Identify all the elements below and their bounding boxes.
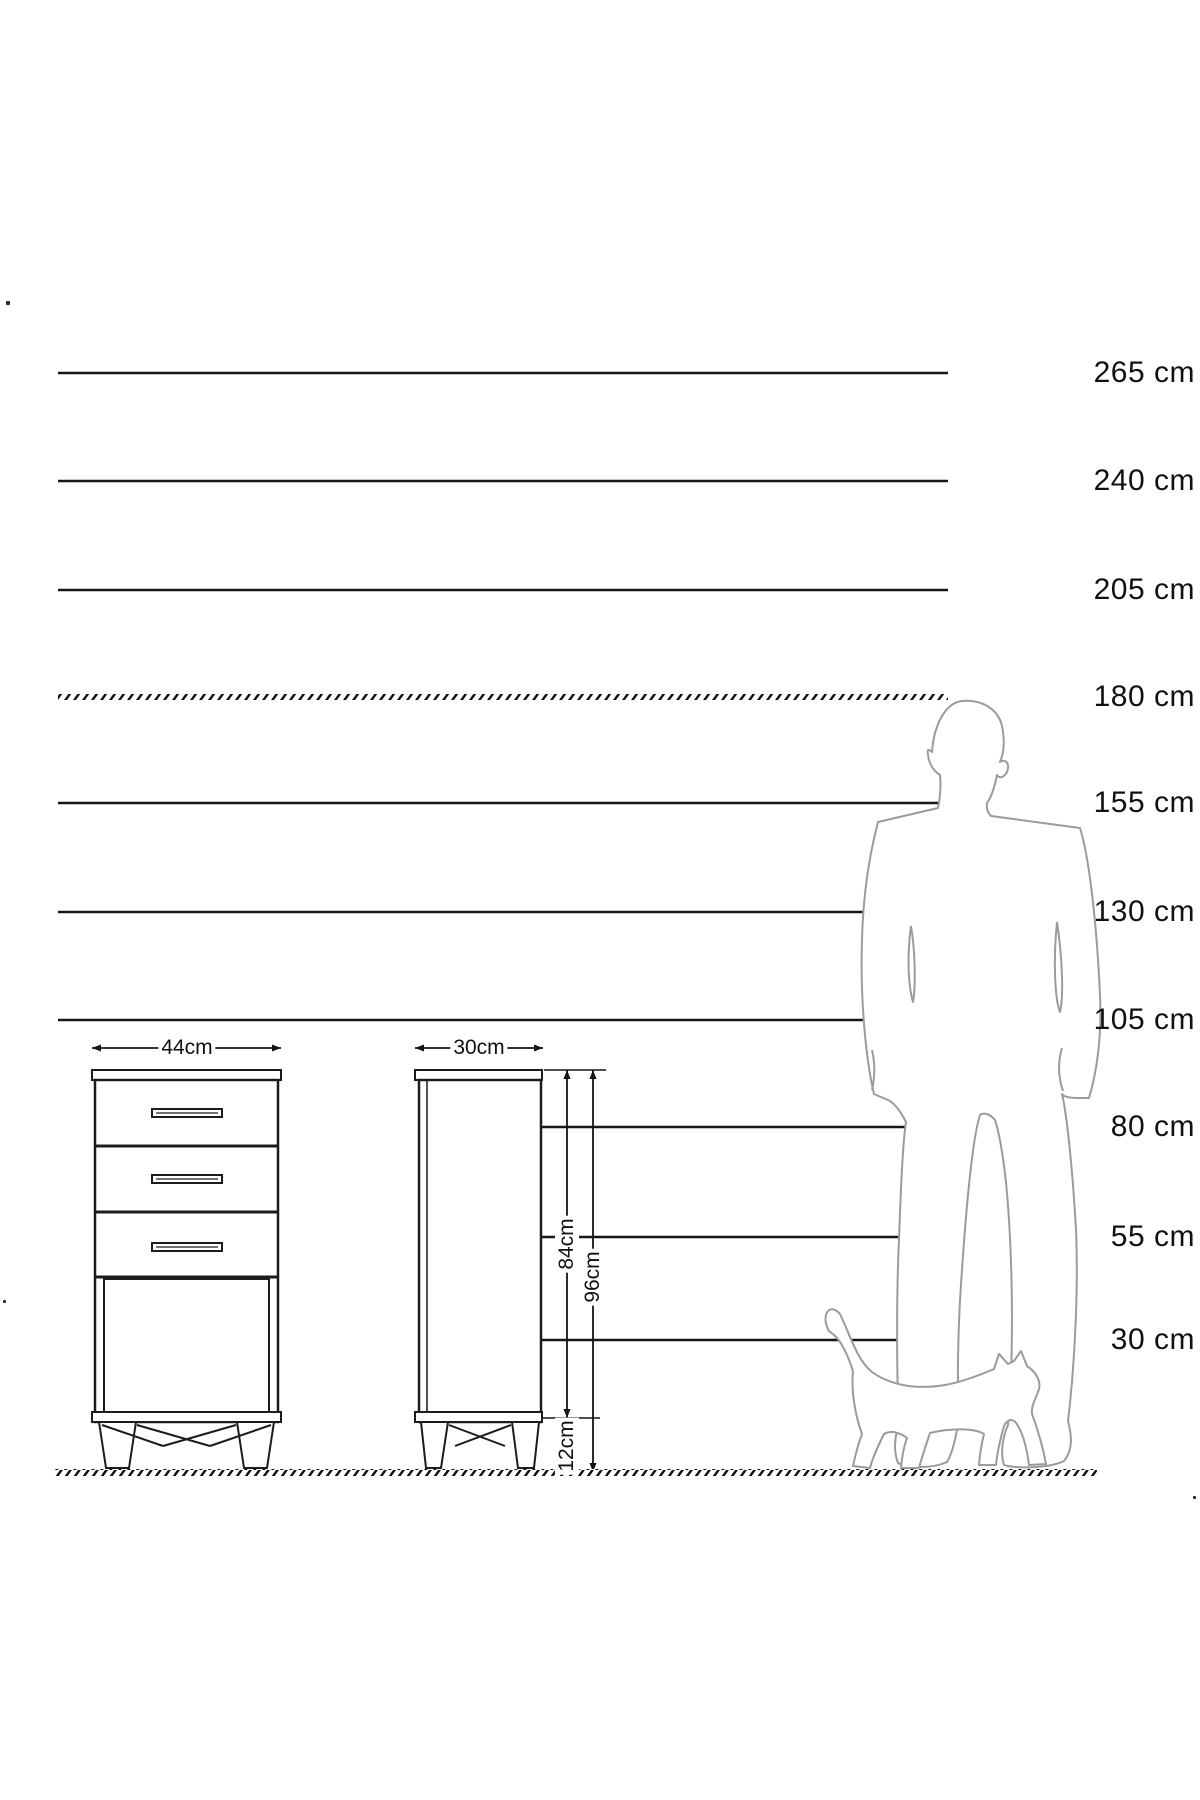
side-leg-brace-1 bbox=[449, 1425, 505, 1446]
cabinet-front-view bbox=[92, 1070, 281, 1468]
scale-label-130: 130 cm bbox=[1093, 895, 1195, 928]
side-panel bbox=[419, 1080, 541, 1422]
arrowhead bbox=[590, 1070, 597, 1079]
front-right-leg bbox=[237, 1422, 274, 1468]
scale-label-30: 30 cm bbox=[1110, 1323, 1195, 1356]
arrowhead bbox=[564, 1070, 571, 1079]
scan-speck bbox=[6, 301, 10, 305]
side-leg-brace-2 bbox=[455, 1425, 511, 1446]
front-legs bbox=[99, 1422, 274, 1468]
scale-label-205: 205 cm bbox=[1093, 573, 1195, 606]
front-left-leg bbox=[99, 1422, 136, 1468]
scale-label-155: 155 cm bbox=[1093, 786, 1195, 819]
scale-label-240: 240 cm bbox=[1093, 464, 1195, 497]
side-top-board bbox=[415, 1070, 542, 1080]
arrowhead bbox=[92, 1045, 101, 1052]
scale-label-80: 80 cm bbox=[1110, 1110, 1195, 1143]
side-bottom-board bbox=[415, 1412, 542, 1422]
scan-speck bbox=[1193, 1496, 1196, 1499]
scale-label-265: 265 cm bbox=[1093, 356, 1195, 389]
side-right-leg bbox=[512, 1422, 539, 1468]
dim-label-front-width: 44cm bbox=[158, 1036, 215, 1060]
dim-label-leg-height: 12cm bbox=[555, 1417, 579, 1474]
cabinet-side-view bbox=[415, 1070, 542, 1468]
front-open-compartment bbox=[104, 1279, 269, 1412]
dim-label-side-depth: 30cm bbox=[450, 1036, 507, 1060]
side-left-leg bbox=[421, 1422, 448, 1468]
scale-label-105: 105 cm bbox=[1093, 1003, 1195, 1036]
scale-label-180: 180 cm bbox=[1093, 680, 1195, 713]
front-top-board bbox=[92, 1070, 281, 1080]
front-bottom-board bbox=[92, 1412, 281, 1422]
side-legs bbox=[421, 1422, 539, 1468]
arrowhead bbox=[415, 1045, 424, 1052]
scan-speck bbox=[3, 1300, 6, 1303]
scale-label-55: 55 cm bbox=[1110, 1220, 1195, 1253]
ref-line-180-dashed bbox=[58, 694, 948, 700]
arrowhead bbox=[534, 1045, 543, 1052]
dim-label-carcass-height: 84cm bbox=[555, 1215, 579, 1272]
arrowhead bbox=[272, 1045, 281, 1052]
dim-label-total-height: 96cm bbox=[581, 1248, 605, 1305]
